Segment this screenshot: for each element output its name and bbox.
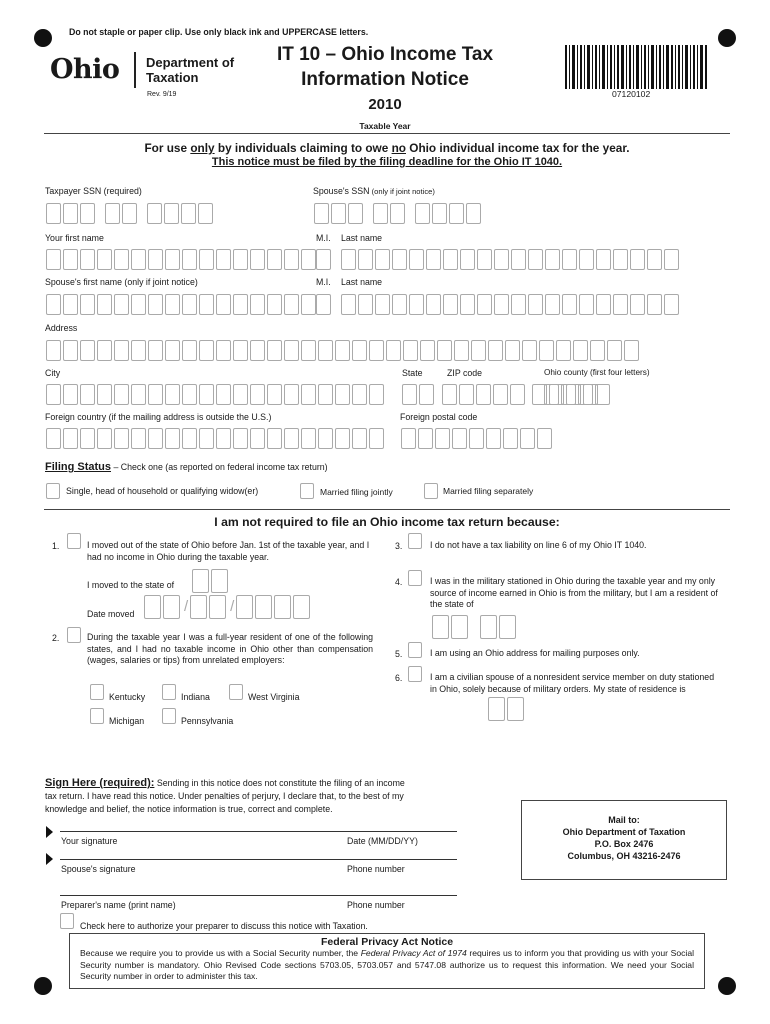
reason5-text: I am using an Ohio address for mailing purposes only. [430, 648, 640, 658]
preparer-name-label: Preparer's name (print name) [61, 900, 176, 910]
header-rule [44, 133, 730, 134]
west-virginia-checkbox[interactable] [229, 684, 243, 700]
state-input[interactable] [402, 384, 436, 405]
foreign-country-label: Foreign country (if the mailing address is outside the U.S.) [45, 412, 272, 422]
mail-to-city: Columbus, OH 43216-2476 [567, 851, 681, 861]
foreign-country-input[interactable] [46, 428, 386, 449]
reason2-checkbox[interactable] [67, 627, 81, 643]
intro-line1: For use only by individuals claiming to owe no Ohio individual income tax for the year. [144, 141, 630, 155]
privacy-notice-title: Federal Privacy Act Notice [320, 936, 454, 948]
reason1-checkbox[interactable] [67, 533, 81, 549]
foreign-postal-input[interactable] [401, 428, 554, 449]
barcode [565, 45, 707, 89]
registration-dot-bottom-left [34, 977, 52, 995]
spouse-ssn-input[interactable] [314, 203, 483, 224]
department-line2: Taxation [146, 70, 199, 85]
ssn-input[interactable] [46, 203, 215, 224]
reason4-checkbox[interactable] [408, 570, 422, 586]
address-input[interactable] [46, 340, 641, 361]
first-name-label: Your first name [45, 233, 104, 243]
filing-joint-checkbox[interactable] [300, 483, 314, 499]
michigan-checkbox[interactable] [90, 708, 104, 724]
form-title-line1: IT 10 – Ohio Income Tax [276, 44, 494, 65]
section-rule [44, 509, 730, 510]
mail-to-department: Ohio Department of Taxation [562, 827, 686, 837]
form-title-line2: Information Notice [301, 69, 469, 90]
kentucky-label: Kentucky [109, 692, 146, 702]
revision-date: Rev. 9/19 [147, 91, 177, 98]
west-virginia-label: West Virginia [248, 692, 300, 702]
intro-line2: This notice must be filed by the filing deadline for the Ohio IT 1040. [211, 156, 563, 168]
mi-input[interactable] [316, 249, 333, 270]
foreign-postal-label: Foreign postal code [400, 412, 478, 422]
taxable-year-caption: Taxable Year [359, 121, 411, 131]
reason4-state-input[interactable] [432, 615, 518, 639]
preparer-line[interactable] [60, 895, 457, 896]
reason1-date-input[interactable]: / / [144, 595, 312, 619]
ssn-label: Taxpayer SSN (required) [45, 186, 142, 196]
intro-no: no [391, 141, 406, 155]
reason5-number: 5. [395, 649, 403, 659]
county-label: Ohio county (first four letters) [544, 368, 650, 377]
mail-to-title: Mail to: [608, 815, 640, 825]
spouse-last-name-label: Last name [341, 277, 383, 287]
reason2-number: 2. [52, 633, 60, 643]
spouse-ssn-label: Spouse's SSN (only if joint notice) [313, 186, 435, 196]
authorize-preparer-label: Check here to authorize your preparer to discuss this notice with Taxation. [80, 921, 368, 931]
registration-dot-bottom-right [718, 977, 736, 995]
reason6-state-input[interactable] [488, 697, 526, 721]
taxable-year: 2010 [368, 96, 402, 113]
zip-label: ZIP code [447, 368, 483, 378]
reason2-text: During the taxable year I was a full-year resident of one of the following states, and I had no taxable income in Ohio other than compensation (wages, salaries or tips) from unrelated employers: [87, 632, 373, 665]
registration-dot-top-right [718, 29, 736, 47]
spouse-signature-line[interactable] [60, 859, 457, 860]
ohio-logo: Ohio [50, 54, 120, 85]
preparer-phone-label: Phone number [347, 900, 405, 910]
your-signature-label: Your signature [61, 836, 118, 846]
reasons-heading: I am not required to file an Ohio income tax return because: [214, 515, 560, 529]
last-name-label: Last name [341, 233, 383, 243]
spouse-mi-label: M.I. [316, 277, 331, 287]
registration-dot-top-left [34, 29, 52, 47]
reason5-checkbox[interactable] [408, 642, 422, 658]
mail-to-box [521, 800, 727, 880]
filing-single-label: Single, head of household or qualifying widow(er) [66, 486, 259, 496]
filing-single-checkbox[interactable] [46, 483, 60, 499]
pennsylvania-label: Pennsylvania [181, 716, 234, 726]
reason3-text: I do not have a tax liability on line 6 of my Ohio IT 1040. [430, 540, 647, 550]
last-name-input[interactable] [341, 249, 681, 270]
reason6-text: I am a civilian spouse of a nonresident service member on duty stationed in Ohio, solely because of military orders. My state of residence is [430, 672, 715, 694]
spouse-last-name-input[interactable] [341, 294, 681, 315]
header-notice: Do not staple or paper clip. Use only black ink and UPPERCASE letters. [69, 27, 369, 37]
mi-label: M.I. [316, 233, 331, 243]
pennsylvania-checkbox[interactable] [162, 708, 176, 724]
filing-separate-label: Married filing separately [443, 486, 534, 496]
signature-arrow-icon [46, 826, 53, 838]
spouse-first-name-input[interactable] [46, 294, 318, 315]
authorize-preparer-checkbox[interactable] [60, 913, 74, 929]
sign-heading: Sign Here (required): [45, 777, 155, 789]
mail-to-pobox: P.O. Box 2476 [594, 839, 654, 849]
state-label: State [402, 368, 423, 378]
barcode-number: 07120102 [612, 89, 651, 99]
kentucky-checkbox[interactable] [90, 684, 104, 700]
spouse-signature-label: Spouse's signature [61, 864, 136, 874]
reason1-state-input[interactable] [192, 569, 230, 593]
filing-separate-checkbox[interactable] [424, 483, 438, 499]
signature-line[interactable] [60, 831, 457, 832]
reason1-moved-to-label: I moved to the state of [87, 580, 175, 590]
reason1-number: 1. [52, 541, 60, 551]
intro-only: only [190, 141, 215, 155]
logo-divider [134, 52, 136, 88]
city-label: City [45, 368, 61, 378]
reason1-text: I moved out of the state of Ohio before Jan. 1st of the taxable year, and I had no income in Ohio during the taxable year. [87, 540, 370, 562]
reason4-text: I was in the military stationed in Ohio during the taxable year and my only source of income earned in Ohio is from the military, but I am a resident of the state of [430, 576, 718, 609]
date-label: Date (MM/DD/YY) [347, 836, 418, 846]
filing-status-heading: Filing Status – Check one (as reported on federal income tax return) [45, 461, 328, 473]
privacy-notice-text: Because we require you to provide us with a Social Security number, the Federal Privacy Act of 1974 requires us to inform you that providing us with your Social Security number is mandatory. Ohio Revised Code sections 5703.05, 5703.057 and 5747.08 authorize us to request this information. We need your Social Security number in order to administer this tax. [80, 948, 695, 981]
county-input[interactable] [544, 384, 612, 405]
spouse-first-name-label: Spouse's first name (only if joint notice) [45, 277, 198, 287]
sign-text: Sign Here (required): Sending in this notice does not constitute the filing of an income tax return. I have read this notice. Under penalties of perjury, I declare that, to the best of my knowledge and belief, the notice information is true, correct and complete. [45, 777, 405, 814]
reason6-number: 6. [395, 673, 403, 683]
privacy-notice-box [69, 933, 705, 989]
address-label: Address [45, 323, 78, 333]
phone-label: Phone number [347, 864, 405, 874]
spouse-signature-arrow-icon [46, 853, 53, 865]
spouse-mi-input[interactable] [316, 294, 333, 315]
city-input[interactable] [46, 384, 386, 405]
michigan-label: Michigan [109, 716, 145, 726]
reason1-date-moved-label: Date moved [87, 609, 135, 619]
reason4-number: 4. [395, 577, 403, 587]
reason6-checkbox[interactable] [408, 666, 422, 682]
indiana-checkbox[interactable] [162, 684, 176, 700]
reason3-checkbox[interactable] [408, 533, 422, 549]
filing-joint-label: Married filing jointly [320, 487, 393, 497]
indiana-label: Indiana [181, 692, 210, 702]
reason3-number: 3. [395, 541, 403, 551]
department-line1: Department of [146, 55, 235, 70]
first-name-input[interactable] [46, 249, 318, 270]
